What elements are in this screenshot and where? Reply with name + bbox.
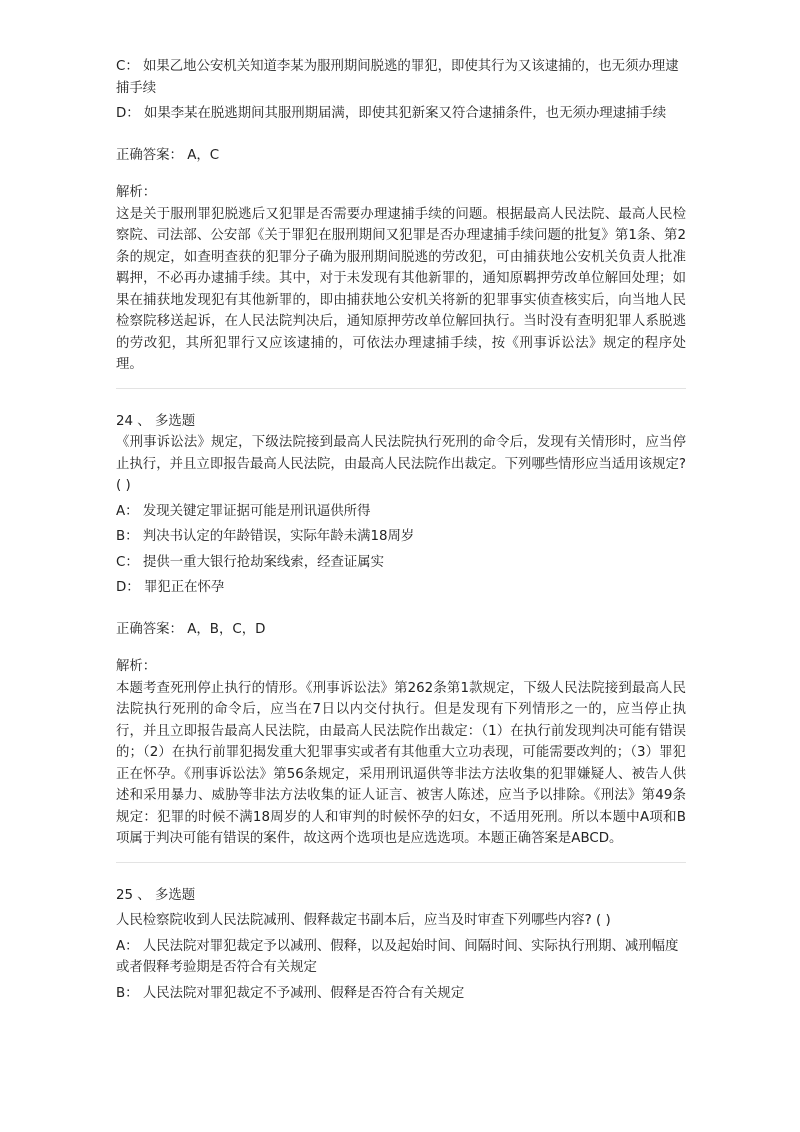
analysis-label: 解析： [116,659,157,674]
question-number: 25 、 多选题 [116,887,196,903]
option-b: B： 人民法院对罪犯裁定不予减刑、假释是否符合有关规定 [116,985,465,1001]
analysis-label: 解析： [116,185,157,200]
option-b: B： 判决书认定的年龄错误，实际年龄未满18周岁 [116,529,415,544]
question-number: 24 、 多选题 [116,413,196,429]
option-c: C： 提供一重大银行抢劫案线索，经查证属实 [116,554,385,570]
answer-line: 正确答案： A，B，C，D [116,621,266,637]
question-stem: 人民检察院收到人民法院减刑、假释裁定书副本后，应当及时审查下列哪些内容? ( ) [116,913,611,928]
divider [116,388,686,389]
question-stem: 《刑事诉讼法》规定，下级法院接到最高人民法院执行死刑的命令后，发现有关情形时，应当停止执行，并且立即报告最高人民法院，由最高人民法院作出裁定。下列哪些情形应当适用该规定? ( ) [116,435,686,493]
option-c: C： 如果乙地公安机关知道李某为服刑期间脱逃的罪犯，即使其行为又该逮捕的，也无须办理逮捕手续 [116,59,679,96]
divider [116,862,686,863]
option-a: A： 发现关键定罪证据可能是刑讯逼供所得 [116,503,371,519]
option-d: D： 如果李某在脱逃期间其服刑期届满，即使其犯新案又符合逮捕条件，也无须办理逮捕手续 [116,106,667,121]
option-a: A： 人民法院对罪犯裁定予以减刑、假释，以及起始时间、间隔时间、实际执行刑期、减刑幅度或者假释考验期是否符合有关规定 [116,938,679,975]
option-d: D： 罪犯正在怀孕 [116,580,225,595]
document-page [116,56,686,1008]
answer-line: 正确答案： A，C [116,147,220,163]
analysis-text: 这是关于服刑罪犯脱逃后又犯罪是否需要办理逮捕手续的问题。根据最高人民法院、最高人民检察院、司法部、公安部《关于罪犯在服刑期间又犯罪是否办理逮捕手续问题的批复》第1条、第2条的规定，如查明查获的犯罪分子确为服刑期间脱逃的劳改犯，可由捕获地公安机关负责人批准羁押，不必再办逮捕手续。其中，对于未发现有其他新罪的，通知原羁押劳改单位解回处理；如果在捕获地发现犯有其他新罪的，即由捕获地公安机关将新的犯罪事实侦查核实后，向当地人民检察院移送起诉，在人民法院判决后，通知原押劳改单位解回执行。当时没有查明犯罪人系脱逃的劳改犯，其所犯罪行又应该逮捕的，可依法办理逮捕手续，按《刑事诉讼法》规定的程序处理。 [116,206,686,372]
analysis-text: 本题考查死刑停止执行的情形。《刑事诉讼法》第262条第1款规定，下级人民法院接到最高人民法院执行死刑的命令后，应当在7日以内交付执行。但是发现有下列情形之一的，应当停止执行，并且立即报告最高人民法院，由最高人民法院作出裁定：（1）在执行前发现判决可能有错误的；（2）在执行前罪犯揭发重大犯罪事实或者有其他重大立功表现，可能需要改判的；（3）罪犯正在怀孕。《刑事诉讼法》第56条规定，采用刑讯逼供等非法方法收集的犯罪嫌疑人、被告人供述和采用暴力、威胁等非法方法收集的证人证言、被害人陈述，应当予以排除。《刑法》第49条规定：犯罪的时候不满18周岁的人和审判的时候怀孕的妇女，不适用死刑。所以本题中A项和B项属于判决可能有错误的案件，故这两个选项也是应选选项。本题正确答案是ABCD。 [116,680,686,846]
